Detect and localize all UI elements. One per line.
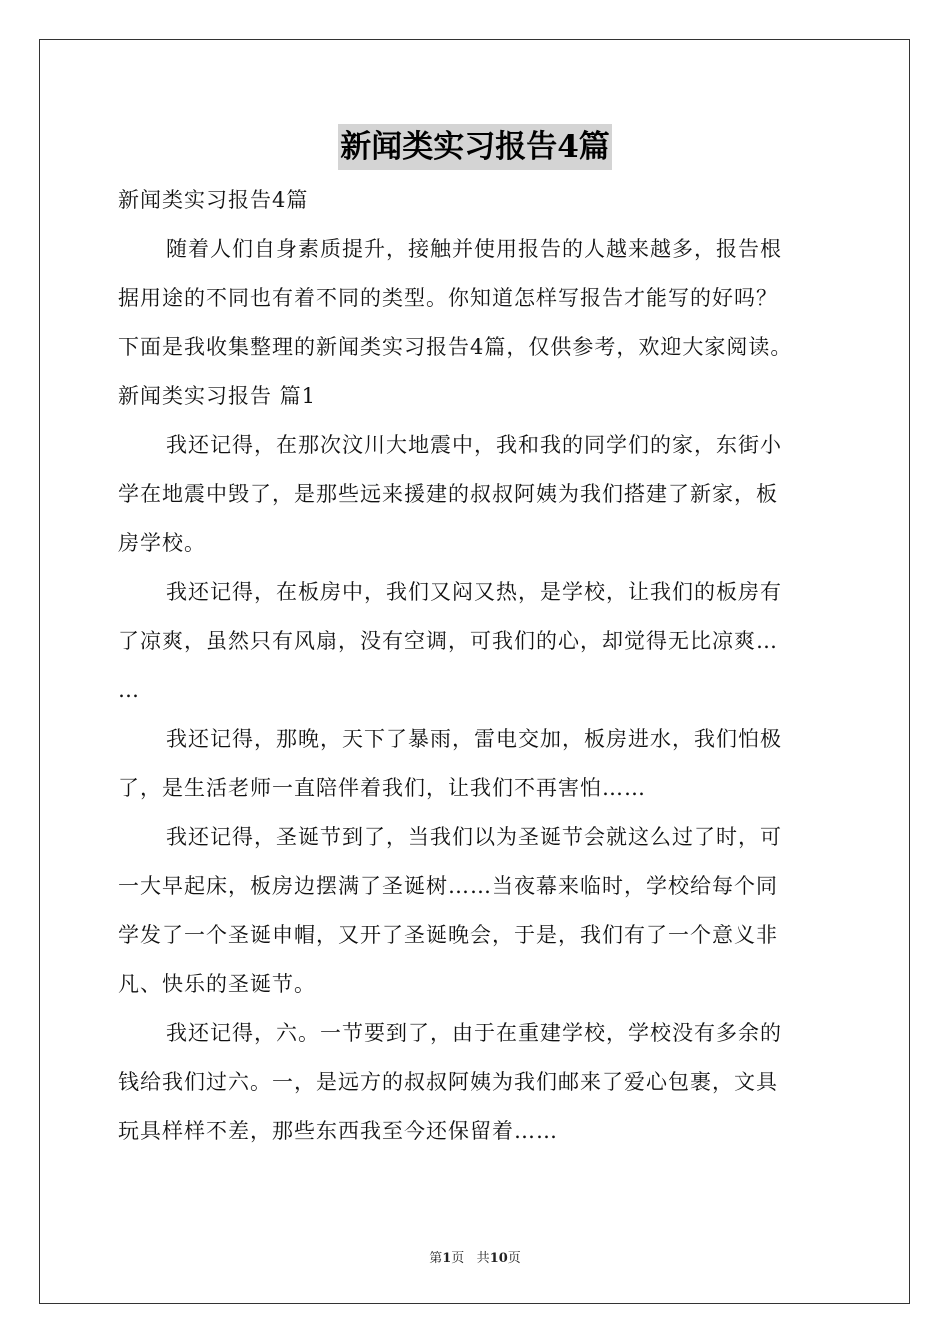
body-line: 新闻类实习报告4篇 (118, 188, 309, 212)
body-line: 了凉爽，虽然只有风扇，没有空调，可我们的心，却觉得无比凉爽… (118, 629, 778, 653)
section-heading: 新闻类实习报告 篇1 (118, 384, 317, 408)
body-line: 凡、快乐的圣诞节。 (118, 972, 316, 996)
body-line: 学在地震中毁了，是那些远来援建的叔叔阿姨为我们搭建了新家，板 (118, 482, 778, 506)
body-line: 了，是生活老师一直陪伴着我们，让我们不再害怕…… (118, 776, 646, 800)
body-line: 我还记得，在板房中，我们又闷又热，是学校，让我们的板房有 (166, 580, 782, 604)
body-line: 据用途的不同也有着不同的类型。你知道怎样写报告才能写的好吗？ (118, 286, 778, 310)
body-line: 钱给我们过六。一，是远方的叔叔阿姨为我们邮来了爱心包裹，文具 (118, 1070, 778, 1094)
document-body (118, 176, 838, 1156)
body-line: … (118, 678, 140, 702)
page-footer (0, 1247, 950, 1266)
body-line: 玩具样样不差，那些东西我至今还保留着…… (118, 1119, 558, 1143)
body-line: 随着人们自身素质提升，接触并使用报告的人越来越多，报告根 (166, 237, 782, 261)
total-prefix: 共 (476, 1251, 490, 1266)
body-line: 我还记得，那晚，天下了暴雨，雷电交加，板房进水，我们怕极 (166, 727, 782, 751)
page-suffix: 页 (451, 1251, 465, 1266)
page-number: 1 (442, 1251, 452, 1266)
total-suffix: 页 (507, 1251, 521, 1266)
body-line: 下面是我收集整理的新闻类实习报告4篇，仅供参考，欢迎大家阅读。 (118, 335, 793, 359)
body-line: 我还记得，圣诞节到了，当我们以为圣诞节会就这么过了时，可 (166, 825, 782, 849)
total-pages: 10 (489, 1251, 508, 1266)
body-line: 房学校。 (118, 531, 206, 555)
body-line: 学发了一个圣诞申帽，又开了圣诞晚会，于是，我们有了一个意义非 (118, 923, 778, 947)
document-title: 新闻类实习报告4篇 (338, 124, 612, 170)
title-container (0, 124, 950, 170)
body-line: 一大早起床，板房边摆满了圣诞树……当夜幕来临时，学校给每个同 (118, 874, 778, 898)
page-prefix: 第 (429, 1251, 443, 1266)
body-line: 我还记得，六。一节要到了，由于在重建学校，学校没有多余的 (166, 1021, 782, 1045)
body-line: 我还记得，在那次汶川大地震中，我和我的同学们的家，东街小 (166, 433, 782, 457)
